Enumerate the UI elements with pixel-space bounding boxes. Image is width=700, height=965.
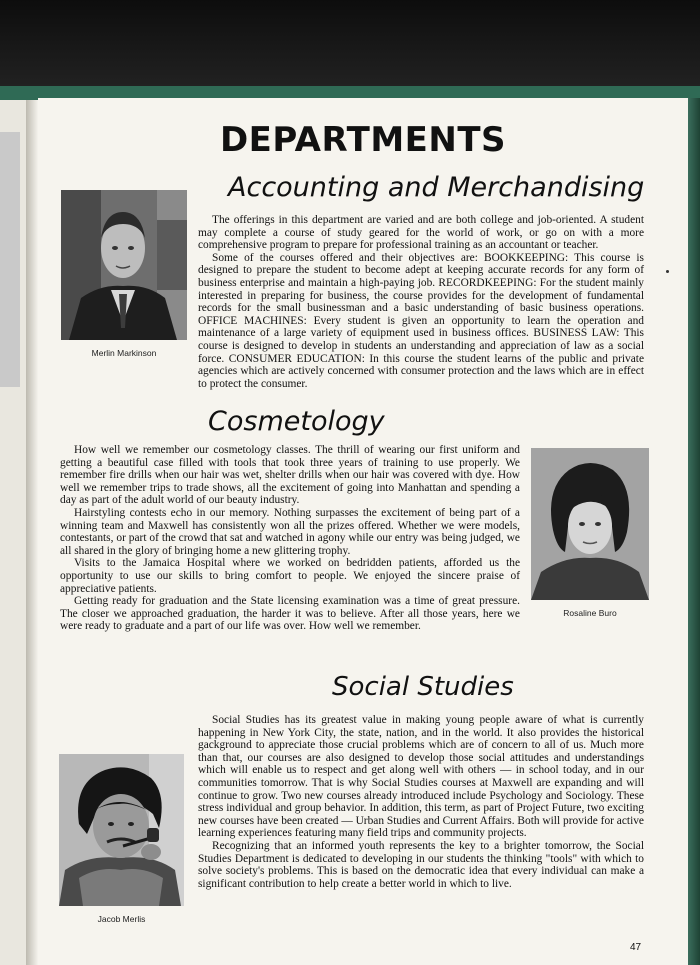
body-paragraph: Social Studies has its greatest value in making young people aware of what is currently happening in New York City, the state, nation, and in the world. It also provides the historical gackground to appreciate those crucial problems which are of concern to all of us. Much more than that, our courses are also designed to develop those social attitudes and understandings which will enable us to respect and get along well with others — in school today, and in our communities tomorrow. That is why Social Studies courses at Maxwell are expanding and will continue to grow. Two new courses already introduced include Psychology and Sociology. These stress individual and group behavior. In addition, this term, as part of Project Future, two exciting new courses have been created — Urban Studies and Current Affairs. Both will provide for active learning experiences featuring many field trips and community projects. <box>198 714 644 840</box>
portrait-photo-markinson <box>61 190 187 340</box>
body-paragraph: Hairstyling contests echo in our memory. Nothing surpasses the excitement of being part of a winning team and Maxwell has consistently won all the prizes offered. Whether we were models, contestants, or part of the crowd that sat and watched in agony while our entry was being judged, we all shared in the glory of bringing home a new glittering trophy. <box>60 506 520 557</box>
section-body-social-studies <box>198 714 644 890</box>
speck-mark <box>666 270 669 273</box>
body-paragraph: Recognizing that an informed youth represents the key to a brighter tomorrow, the Social Studies Department is dedicated to developing in our students the thinking "tools" with which to solve society's problems. This is based on the democratic idea that every individual can make a significant contribution to help create a better world in which to live. <box>198 839 644 890</box>
section-heading-cosmetology: Cosmetology <box>208 406 385 437</box>
photo-caption-buro: Rosaline Buro <box>563 608 617 618</box>
portrait-photo-merlis <box>59 754 184 906</box>
section-heading-social-studies: Social Studies <box>332 672 514 702</box>
yearbook-page <box>38 98 688 965</box>
section-body-cosmetology <box>60 444 520 633</box>
body-paragraph: Getting ready for graduation and the State licensing examination was a time of great pressure. The closer we approached graduation, the harder it was to believe. After all those years, here we were ready to graduate and a part of our life was over. How well we remember. <box>60 595 520 633</box>
section-body-accounting <box>198 214 644 390</box>
portrait-photo-buro <box>531 448 649 600</box>
body-paragraph: Some of the courses offered and their objectives are: BOOKKEEPING: This course is designed to prepare the student to become adept at keeping accurate records for any form of business enterprise and maintain a high-paying job. RECORDKEEPING: For the student mainly interested in preparing for business, the course provides for the development of fundamental records for the small businessman and a basic understanding of basic business operations. OFFICE MACHINES: Every student is given an opportunity to learn the operation and maintenance of a large variety of equipment used in business offices. BUSINESS LAW: This course is designed to develop in students an understanding and appreciation of law as a social force. CONSUMER EDUCATION: In this course the student learns of the public and private agencies which are actively concerned with consumer protection and the laws which are in effect to protect the consumer. <box>198 251 644 390</box>
scan-background-top <box>0 0 700 90</box>
page-title: DEPARTMENTS <box>219 120 507 160</box>
body-paragraph: How well we remember our cosmetology classes. The thrill of wearing our first uniform and getting a beautiful case filled with tools that took three years of training to use properly. We remember fire drills when our hair was wet, shelter drills when our hair was covered with dye. How well we remember trips to trade shows, all the excitement of going into Manhattan and spending a day as part of the adult world of our beauty industry. <box>60 444 520 507</box>
cover-edge <box>688 98 700 965</box>
body-paragraph: Visits to the Jamaica Hospital where we worked on bedridden patients, afforded us the opportunity to use our skills to bring comfort to people. We enjoyed the sincere praise of appreciative patients. <box>60 557 520 595</box>
photo-caption-merlis: Jacob Merlis <box>97 914 146 924</box>
body-paragraph: The offerings in this department are varied and are both college and job-oriented. A student may complete a course of study geared for the world of work, or go on with a more comprehensive program to prepare for professional training as an accountant or teacher. <box>198 214 644 252</box>
facing-page-edge <box>0 100 26 965</box>
facing-page-tab <box>0 132 20 387</box>
section-heading-accounting: Accounting and Merchandising <box>228 172 645 203</box>
page-gutter <box>26 100 38 965</box>
page-number: 47 <box>630 942 642 953</box>
photo-caption-markinson: Merlin Markinson <box>91 348 157 358</box>
